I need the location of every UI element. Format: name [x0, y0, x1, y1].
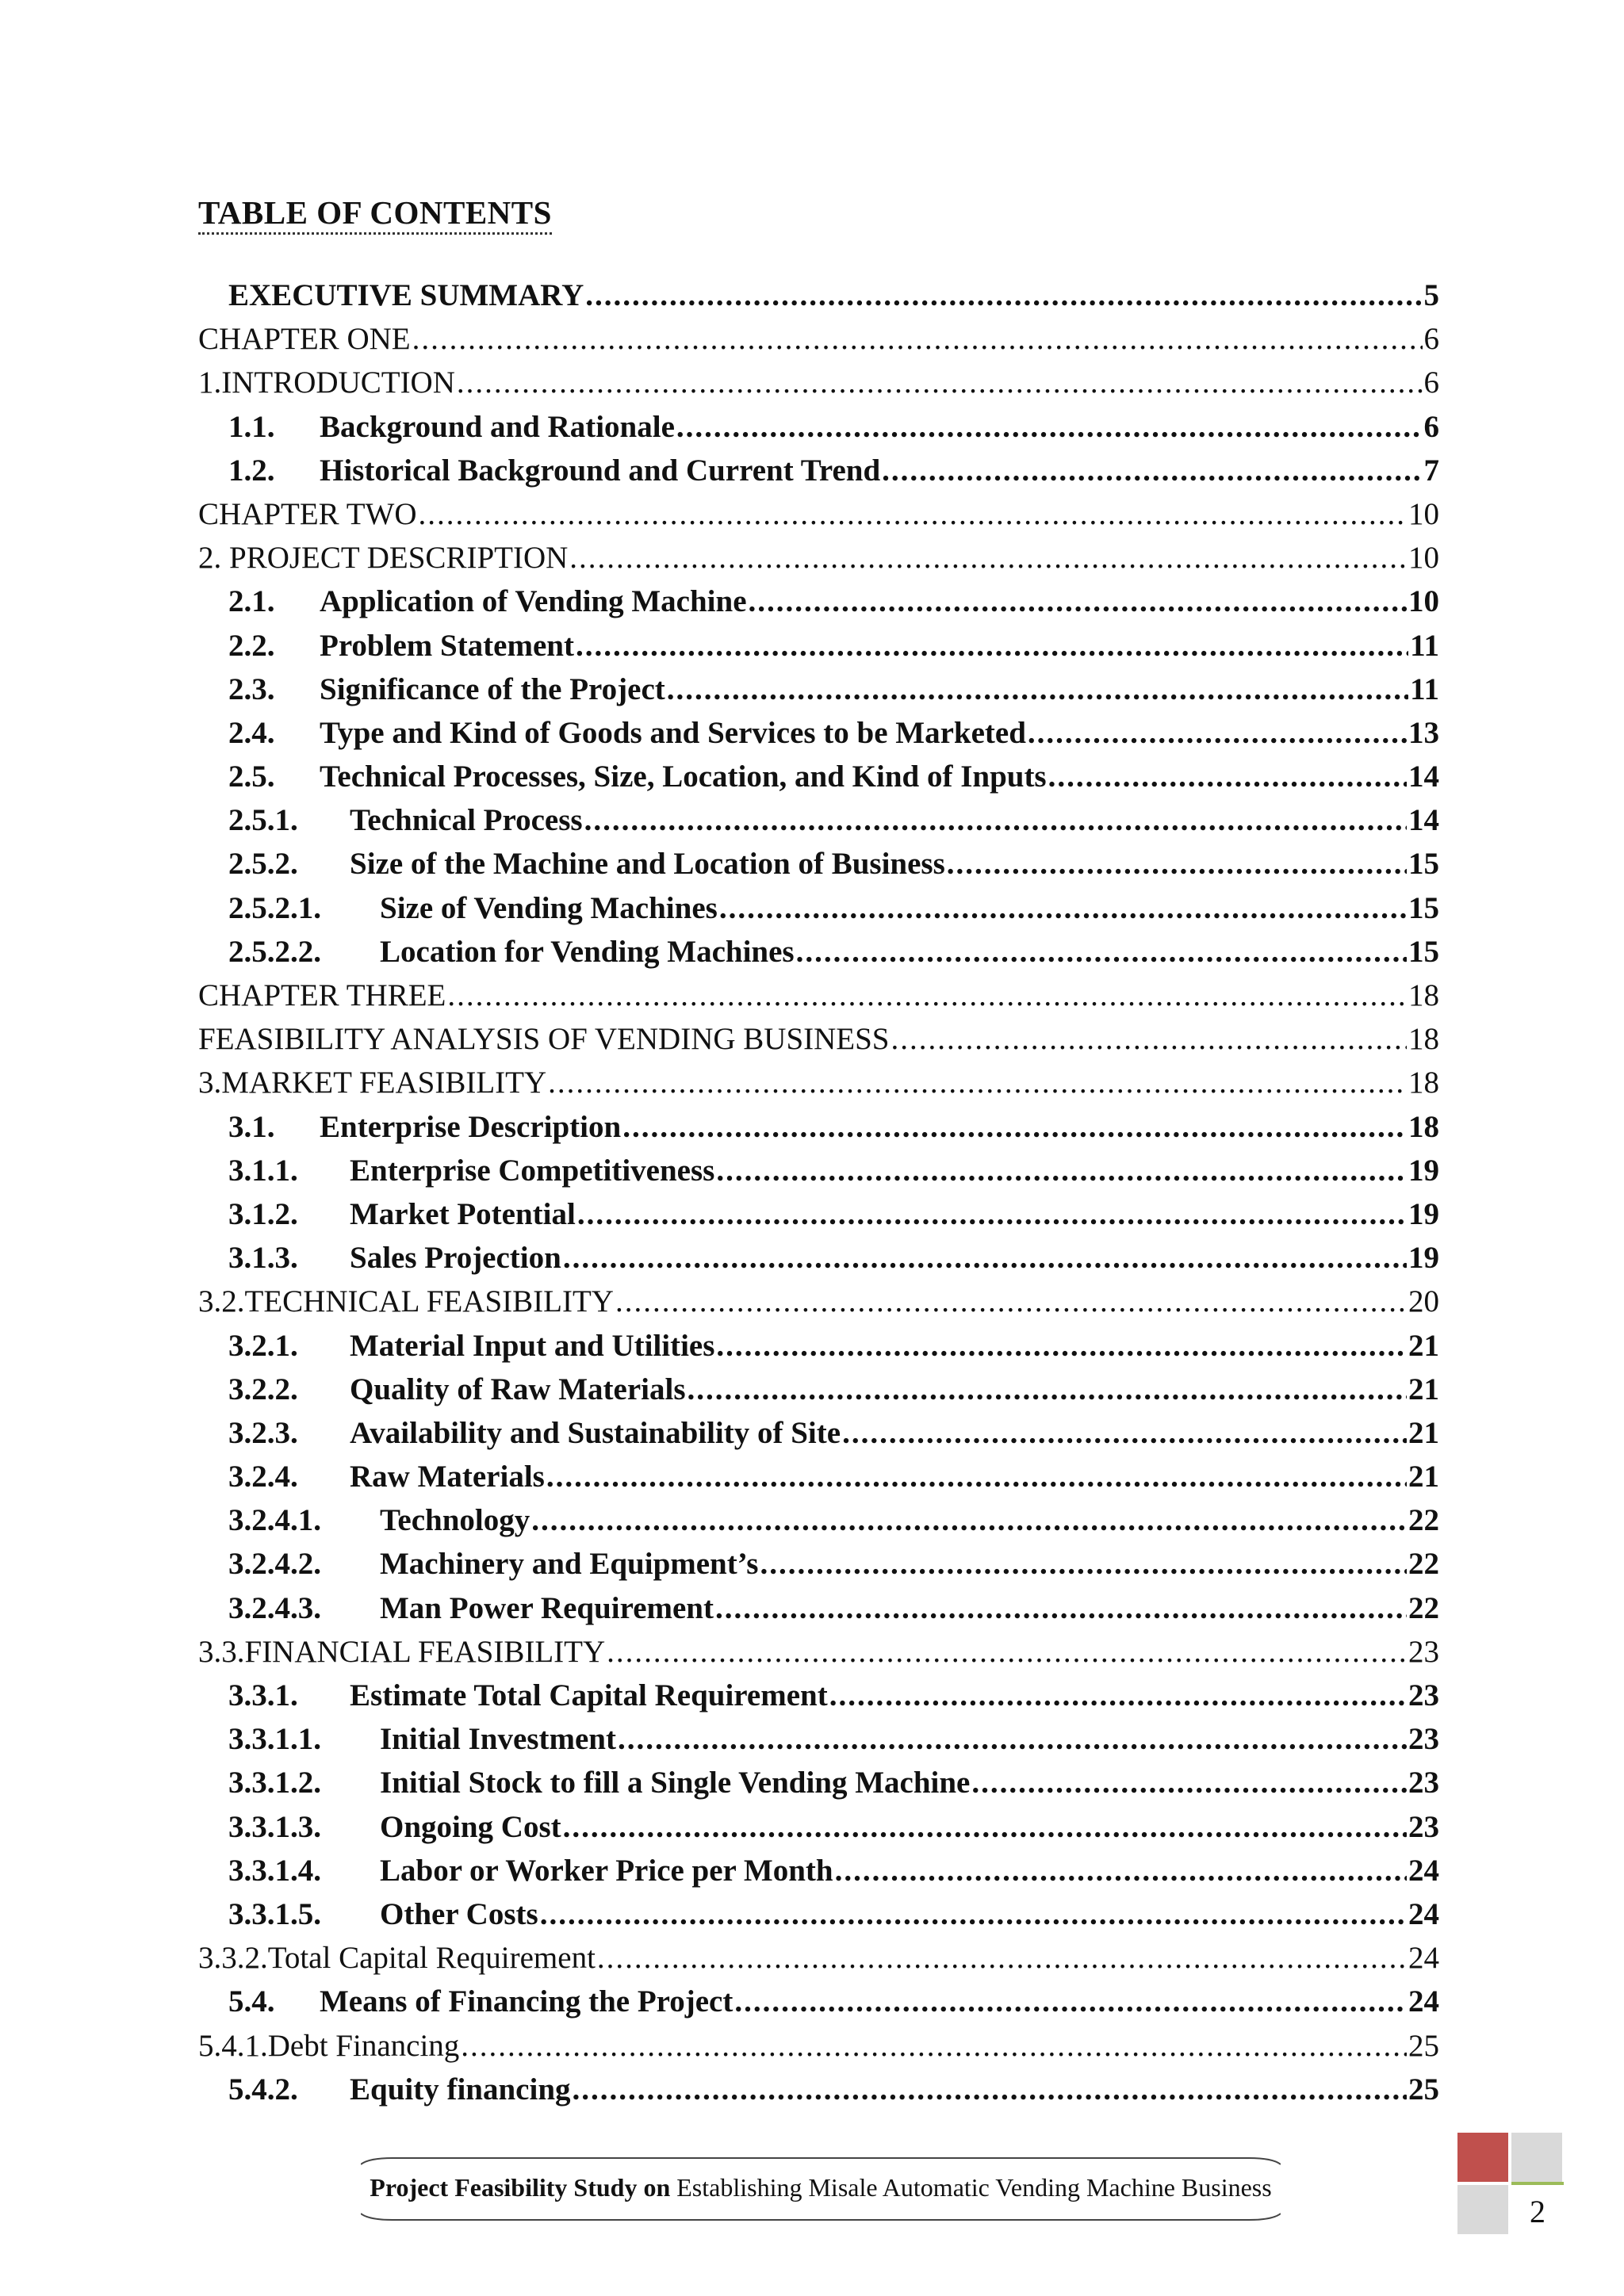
toc-entry-page: 24 [1408, 1984, 1439, 2019]
toc-entry-page: 22 [1408, 1503, 1439, 1538]
toc-entry-title: CHAPTER TWO [198, 496, 417, 531]
dot-leader [734, 1980, 1407, 2023]
toc-entry[interactable] [198, 668, 1439, 711]
dot-leader [749, 580, 1407, 623]
toc-entry-title: Application of Vending Machine [320, 584, 747, 619]
toc-entry-title: Machinery and Equipment’s [380, 1547, 759, 1582]
toc-entry-title: Background and Rationale [320, 409, 675, 444]
toc-entry-page: 23 [1408, 1809, 1439, 1844]
toc-entry-page: 19 [1408, 1153, 1439, 1188]
toc-entry-title: Technical Process [350, 803, 583, 838]
toc-entry-number: 3.3.1.4. [228, 1853, 321, 1888]
toc-entry-page: 13 [1408, 715, 1439, 750]
toc-entry-page: 25 [1408, 2072, 1439, 2107]
toc-entry-title: 2. PROJECT DESCRIPTION [198, 541, 569, 576]
toc-entry-page: 23 [1408, 1678, 1439, 1712]
toc-entry-title: Estimate Total Capital Requirement [350, 1678, 828, 1712]
dot-leader [457, 361, 1423, 404]
toc-entry-page: 10 [1408, 541, 1439, 576]
toc-list [198, 274, 1439, 2111]
toc-entry-title: 3.3.FINANCIAL FEASIBILITY [198, 1634, 606, 1669]
toc-entry[interactable] [198, 930, 1439, 974]
toc-entry-title: Type and Kind of Goods and Services to be Marketed [320, 715, 1026, 750]
dot-leader [615, 1280, 1407, 1323]
toc-entry-number: 3.3.1.1. [228, 1722, 321, 1757]
toc-entry[interactable] [198, 886, 1439, 930]
toc-entry-page: 15 [1408, 890, 1439, 925]
toc-entry[interactable] [198, 755, 1439, 798]
dot-leader [412, 317, 1423, 361]
dot-leader [716, 1149, 1407, 1192]
dot-leader [676, 405, 1423, 449]
toc-entry-financial-feasibility[interactable] [198, 1630, 1439, 1674]
toc-entry-page: 24 [1408, 1853, 1439, 1888]
toc-entry-number: 2.2. [228, 628, 275, 663]
footer-text [361, 2170, 1281, 2205]
toc-entry-title: CHAPTER ONE [198, 322, 411, 357]
toc-entry-number: 2.4. [228, 715, 275, 750]
toc-entry-number: 3.3.1.2. [228, 1766, 321, 1800]
page-box-grey-square [1511, 2133, 1562, 2182]
toc-entry-page: 23 [1408, 1722, 1439, 1757]
toc-entry-number: 2.5. [228, 760, 275, 794]
toc-entry-chapter-one[interactable] [198, 317, 1439, 361]
toc-entry-title: Location for Vending Machines [380, 934, 795, 969]
toc-entry[interactable] [198, 1411, 1439, 1455]
dot-leader [461, 2024, 1407, 2068]
dot-leader [667, 668, 1408, 711]
toc-entry-title: Enterprise Competitiveness [350, 1153, 715, 1188]
toc-entry[interactable] [198, 1586, 1439, 1630]
toc-entry-title: Size of the Machine and Location of Business [350, 847, 945, 882]
toc-entry-page: 23 [1408, 1766, 1439, 1800]
toc-entry-page: 18 [1408, 1022, 1439, 1057]
toc-entry-title: Means of Financing the Project [320, 1984, 733, 2019]
toc-entry-number: 3.1.1. [228, 1153, 298, 1188]
toc-entry-page: 22 [1408, 1590, 1439, 1625]
toc-entry[interactable] [198, 449, 1439, 492]
toc-entry-page: 18 [1408, 1066, 1439, 1100]
toc-entry-number: 3.2.1. [228, 1328, 298, 1363]
toc-entry-title: Availability and Sustainability of Site [350, 1415, 841, 1450]
toc-entry-number: 2.1. [228, 584, 275, 619]
toc-entry-title: 1.INTRODUCTION [198, 365, 455, 400]
toc-entry-number: 5.4. [228, 1984, 275, 2019]
footer-bottom-rule [361, 2213, 1281, 2221]
toc-entry-total-capital[interactable] [198, 1936, 1439, 1980]
toc-entry-title: Initial Investment [380, 1722, 616, 1757]
toc-entry-title: Other Costs [380, 1896, 538, 1931]
dot-leader [947, 842, 1407, 886]
dot-leader [715, 1586, 1407, 1630]
dot-leader [760, 1542, 1407, 1586]
toc-entry-title: Historical Background and Current Trend [320, 453, 881, 488]
dot-leader [548, 1061, 1407, 1104]
toc-entry-number: 3.1. [228, 1109, 275, 1144]
toc-entry-page: 14 [1408, 760, 1439, 794]
toc-entry-title: Enterprise Description [320, 1109, 622, 1144]
toc-entry-page: 15 [1408, 934, 1439, 969]
toc-entry[interactable] [198, 1805, 1439, 1849]
toc-entry[interactable] [198, 1542, 1439, 1586]
toc-entry-introduction[interactable] [198, 361, 1439, 404]
toc-entry[interactable] [198, 1368, 1439, 1411]
dot-leader [577, 1192, 1407, 1236]
toc-entry-title: Sales Projection [350, 1241, 561, 1276]
dot-leader [546, 1455, 1407, 1498]
toc-entry[interactable] [198, 1192, 1439, 1236]
toc-entry-page: 19 [1408, 1241, 1439, 1276]
toc-entry-page: 6 [1423, 322, 1439, 357]
toc-entry-title: Technical Processes, Size, Location, and Kind of Inputs [320, 760, 1047, 794]
toc-entry[interactable] [198, 1849, 1439, 1892]
toc-entry-title: Technology [380, 1503, 530, 1538]
page-box-grey-square [1457, 2185, 1508, 2234]
toc-entry-technical-feasibility[interactable] [198, 1280, 1439, 1323]
dot-leader [447, 974, 1407, 1017]
toc-entry-title: Market Potential [350, 1196, 576, 1231]
toc-entry-page: 21 [1408, 1328, 1439, 1363]
toc-entry-number: 1.2. [228, 453, 275, 488]
dot-leader [835, 1849, 1407, 1892]
toc-entry-chapter-two[interactable] [198, 492, 1439, 536]
toc-entry-number: 2.5.2. [228, 847, 298, 882]
toc-entry[interactable] [198, 711, 1439, 755]
toc-entry-title: Size of Vending Machines [380, 890, 718, 925]
page-box-green-rule [1511, 2182, 1564, 2185]
toc-entry-title: CHAPTER THREE [198, 978, 446, 1012]
toc-entry[interactable] [198, 1105, 1439, 1149]
toc-entry[interactable] [198, 624, 1439, 668]
toc-entry-feasibility-analysis[interactable] [198, 1017, 1439, 1061]
dot-leader [576, 624, 1408, 668]
toc-entry-number: 2.5.1. [228, 803, 298, 838]
dot-leader [716, 1324, 1407, 1368]
dot-leader [622, 1105, 1407, 1149]
toc-entry-page: 24 [1408, 1941, 1439, 1976]
dot-leader [1048, 755, 1407, 798]
toc-entry[interactable] [198, 580, 1439, 623]
page-number-box [1457, 2133, 1565, 2240]
page-number: 2 [1530, 2194, 1545, 2229]
dot-leader [531, 1498, 1407, 1542]
dot-leader [719, 886, 1407, 930]
dot-leader [607, 1630, 1407, 1674]
toc-entry-page: 18 [1408, 1109, 1439, 1144]
toc-entry-title: 5.4.1.Debt Financing [198, 2028, 460, 2063]
toc-entry-page: 19 [1408, 1196, 1439, 1231]
toc-entry-page: 21 [1408, 1415, 1439, 1450]
toc-entry[interactable] [198, 1498, 1439, 1542]
toc-entry-number: 3.2.3. [228, 1415, 298, 1450]
toc-entry-number: 3.1.3. [228, 1241, 298, 1276]
toc-entry-title: Quality of Raw Materials [350, 1372, 686, 1406]
dot-leader [829, 1674, 1407, 1717]
toc-entry[interactable] [198, 1674, 1439, 1717]
dot-leader [1028, 711, 1407, 755]
toc-entry-title: Labor or Worker Price per Month [380, 1853, 833, 1888]
toc-entry-number: 2.5.2.1. [228, 890, 321, 925]
toc-entry-title: Initial Stock to fill a Single Vending Machine [380, 1766, 971, 1800]
toc-entry[interactable] [198, 1980, 1439, 2023]
toc-entry-page: 10 [1408, 584, 1439, 619]
dot-leader [569, 536, 1407, 580]
toc-entry-page: 10 [1408, 496, 1439, 531]
toc-entry[interactable] [198, 405, 1439, 449]
dot-leader [573, 2068, 1407, 2111]
toc-entry[interactable] [198, 798, 1439, 842]
dot-leader [563, 1805, 1407, 1849]
dot-leader [882, 449, 1422, 492]
dot-leader [796, 930, 1407, 974]
page-footer [361, 2152, 1281, 2224]
toc-entry-number: 1.1. [228, 409, 275, 444]
toc-entry-number: 3.3.1.5. [228, 1896, 321, 1931]
toc-entry[interactable] [198, 1717, 1439, 1761]
toc-entry-chapter-three[interactable] [198, 974, 1439, 1017]
toc-entry-number: 3.2.4.1. [228, 1503, 321, 1538]
toc-entry[interactable] [198, 1761, 1439, 1804]
toc-entry-number: 3.2.4. [228, 1460, 298, 1494]
dot-leader [842, 1411, 1407, 1455]
toc-entry-title: Ongoing Cost [380, 1809, 561, 1844]
toc-entry-page: 6 [1423, 409, 1439, 444]
dot-leader [971, 1761, 1407, 1804]
dot-leader [419, 492, 1407, 536]
toc-entry-title: Man Power Requirement [380, 1590, 714, 1625]
toc-entry-title: Equity financing [350, 2072, 571, 2107]
toc-entry-page: 15 [1408, 847, 1439, 882]
dot-leader [597, 1936, 1407, 1980]
toc-entry-number: 5.4.2. [228, 2072, 298, 2107]
footer-top-rule [361, 2157, 1281, 2165]
toc-entry-debt-financing[interactable] [198, 2024, 1439, 2068]
dot-leader [540, 1892, 1407, 1936]
toc-entry-executive-summary[interactable] [198, 274, 1439, 317]
toc-entry-page: 21 [1408, 1372, 1439, 1406]
footer-text-bold: Project Feasibility Study on [370, 2173, 671, 2202]
toc-entry-title: EXECUTIVE SUMMARY [228, 278, 584, 312]
page-box-red-square [1457, 2133, 1508, 2182]
toc-entry[interactable] [198, 842, 1439, 886]
toc-entry-page: 6 [1423, 365, 1439, 400]
toc-entry[interactable] [198, 1455, 1439, 1498]
toc-entry-title: FEASIBILITY ANALYSIS OF VENDING BUSINESS [198, 1022, 890, 1057]
toc-entry-page: 18 [1408, 978, 1439, 1012]
toc-entry-page: 25 [1408, 2028, 1439, 2063]
toc-entry-title: 3.3.2.Total Capital Requirement [198, 1941, 596, 1976]
toc-entry[interactable] [198, 1324, 1439, 1368]
toc-entry-number: 3.3.1.3. [228, 1809, 321, 1844]
toc-entry-number: 3.1.2. [228, 1196, 298, 1231]
toc-entry-page: 14 [1408, 803, 1439, 838]
toc-entry[interactable] [198, 1236, 1439, 1280]
toc-entry-number: 2.3. [228, 672, 275, 706]
toc-entry-number: 3.3.1. [228, 1678, 298, 1712]
toc-entry-page: 21 [1408, 1460, 1439, 1494]
toc-entry-title: 3.MARKET FEASIBILITY [198, 1066, 547, 1100]
toc-entry[interactable] [198, 1892, 1439, 1936]
toc-entry-market-feasibility[interactable] [198, 1061, 1439, 1104]
toc-entry-page: 7 [1423, 453, 1439, 488]
dot-leader [585, 274, 1422, 317]
toc-entry-title: 3.2.TECHNICAL FEASIBILITY [198, 1284, 614, 1319]
toc-entry-number: 3.2.2. [228, 1372, 298, 1406]
toc-entry-page: 5 [1423, 278, 1439, 312]
footer-text-rest: Establishing Misale Automatic Vending Machine Business [670, 2173, 1272, 2202]
toc-entry-page: 20 [1408, 1284, 1439, 1319]
dot-leader [618, 1717, 1407, 1761]
dot-leader [563, 1236, 1407, 1280]
toc-heading: TABLE OF CONTENTS [198, 194, 552, 235]
toc-entry-page: 22 [1408, 1547, 1439, 1582]
toc-entry-page: 11 [1410, 672, 1439, 706]
toc-entry-number: 3.2.4.2. [228, 1547, 321, 1582]
toc-entry-number: 3.2.4.3. [228, 1590, 321, 1625]
toc-entry-title: Problem Statement [320, 628, 574, 663]
toc-entry-page: 11 [1410, 628, 1439, 663]
toc-entry-title: Significance of the Project [320, 672, 665, 706]
dot-leader [688, 1368, 1407, 1411]
dot-leader [891, 1017, 1407, 1061]
toc-entry-page: 24 [1408, 1896, 1439, 1931]
toc-entry-title: Raw Materials [350, 1460, 545, 1494]
dot-leader [584, 798, 1407, 842]
toc-entry-number: 2.5.2.2. [228, 934, 321, 969]
toc-entry[interactable] [198, 1149, 1439, 1192]
toc-entry-project-description[interactable] [198, 536, 1439, 580]
toc-entry[interactable] [198, 2068, 1439, 2111]
toc-entry-title: Material Input and Utilities [350, 1328, 715, 1363]
toc-entry-page: 23 [1408, 1634, 1439, 1669]
